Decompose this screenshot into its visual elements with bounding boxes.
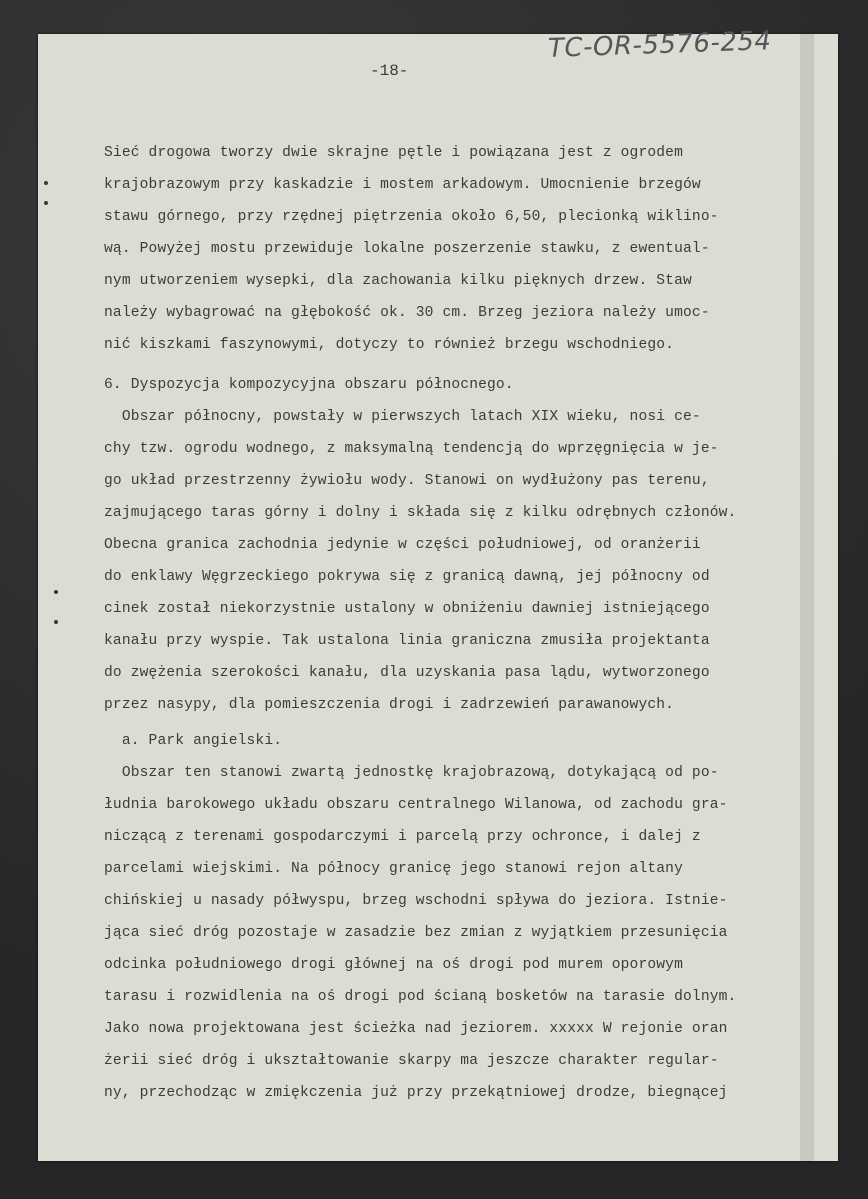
text-line: Sieć drogowa tworzy dwie skrajne pętle i powiązana jest z ogrodem [104, 145, 683, 161]
text-line: chy tzw. ogrodu wodnego, z maksymalną tendencją do wprzęgnięcia w je- [104, 441, 719, 457]
text-line: nić kiszkami faszynowymi, dotyczy to również brzegu wschodniego. [104, 337, 675, 353]
text-line: ny, przechodząc w zmiękczenia już przy przekątniowej drodze, biegnącej [104, 1085, 728, 1101]
text-line: niczącą z terenami gospodarczymi i parcelą przy ochronce, i dalej z [104, 829, 701, 845]
text-line: Obszar północny, powstały w pierwszych latach XIX wieku, nosi ce- [104, 409, 701, 425]
text-line: krajobrazowym przy kaskadzie i mostem arkadowym. Umocnienie brzegów [104, 177, 701, 193]
text-line: jąca sieć dróg pozostaje w zasadzie bez zmian z wyjątkiem przesunięcia [104, 925, 728, 941]
text-line: nym utworzeniem wysepki, dla zachowania kilku pięknych drzew. Staw [104, 273, 692, 289]
binding-hole [54, 590, 58, 594]
text-line: stawu górnego, przy rzędnej piętrzenia około 6,50, plecionką wiklino- [104, 209, 719, 225]
text-line: żerii sieć dróg i ukształtowanie skarpy ma jeszcze charakter regular- [104, 1053, 719, 1069]
text-line: łudnia barokowego układu obszaru centralnego Wilanowa, od zachodu gra- [104, 797, 728, 813]
text-line: do enklawy Węgrzeckiego pokrywa się z granicą dawną, jej północny od [104, 569, 710, 585]
binding-hole [54, 620, 58, 624]
text-line: należy wybagrować na głębokość ok. 30 cm. Brzeg jeziora należy umoc- [104, 305, 710, 321]
text-line: zajmującego taras górny i dolny i składa się z kilku odrębnych członów. [104, 505, 737, 521]
binding-hole [44, 201, 48, 205]
text-line: odcinka południowego drogi głównej na oś drogi pod murem oporowym [104, 957, 683, 973]
binding-hole [44, 181, 48, 185]
text-line: Obecna granica zachodnia jedynie w części południowej, od oranżerii [104, 537, 701, 553]
handwritten-reference: TC-OR-5576-254 [547, 26, 772, 64]
section-heading: 6. Dyspozycja kompozycyjna obszaru północnego. [104, 377, 514, 393]
text-line: wą. Powyżej mostu przewiduje lokalne poszerzenie stawku, z ewentual- [104, 241, 710, 257]
text-line: cinek został niekorzystnie ustalony w obniżeniu dawniej istniejącego [104, 601, 710, 617]
text-line: tarasu i rozwidlenia na oś drogi pod ścianą bosketów na tarasie dolnym. [104, 989, 737, 1005]
text-line: do zwężenia szerokości kanału, dla uzyskania pasa lądu, wytworzonego [104, 665, 710, 681]
page-number: -18- [370, 62, 409, 80]
text-line: Jako nowa projektowana jest ścieżka nad jeziorem. xxxxx W rejonie oran [104, 1021, 728, 1037]
text-line: Obszar ten stanowi zwartą jednostkę krajobrazową, dotykającą od po- [104, 765, 719, 781]
text-line: chińskiej u nasady półwyspu, brzeg wschodni spływa do jeziora. Istnie- [104, 893, 728, 909]
text-line: przez nasypy, dla pomieszczenia drogi i zadrzewień parawanowych. [104, 697, 675, 713]
text-line: go układ przestrzenny żywiołu wody. Stanowi on wydłużony pas terenu, [104, 473, 710, 489]
text-line: kanału przy wyspie. Tak ustalona linia graniczna zmusiła projektanta [104, 633, 710, 649]
text-line: parcelami wiejskimi. Na północy granicę jego stanowi rejon altany [104, 861, 683, 877]
subsection-heading: a. Park angielski. [104, 733, 283, 749]
paper-edge [800, 34, 814, 1161]
